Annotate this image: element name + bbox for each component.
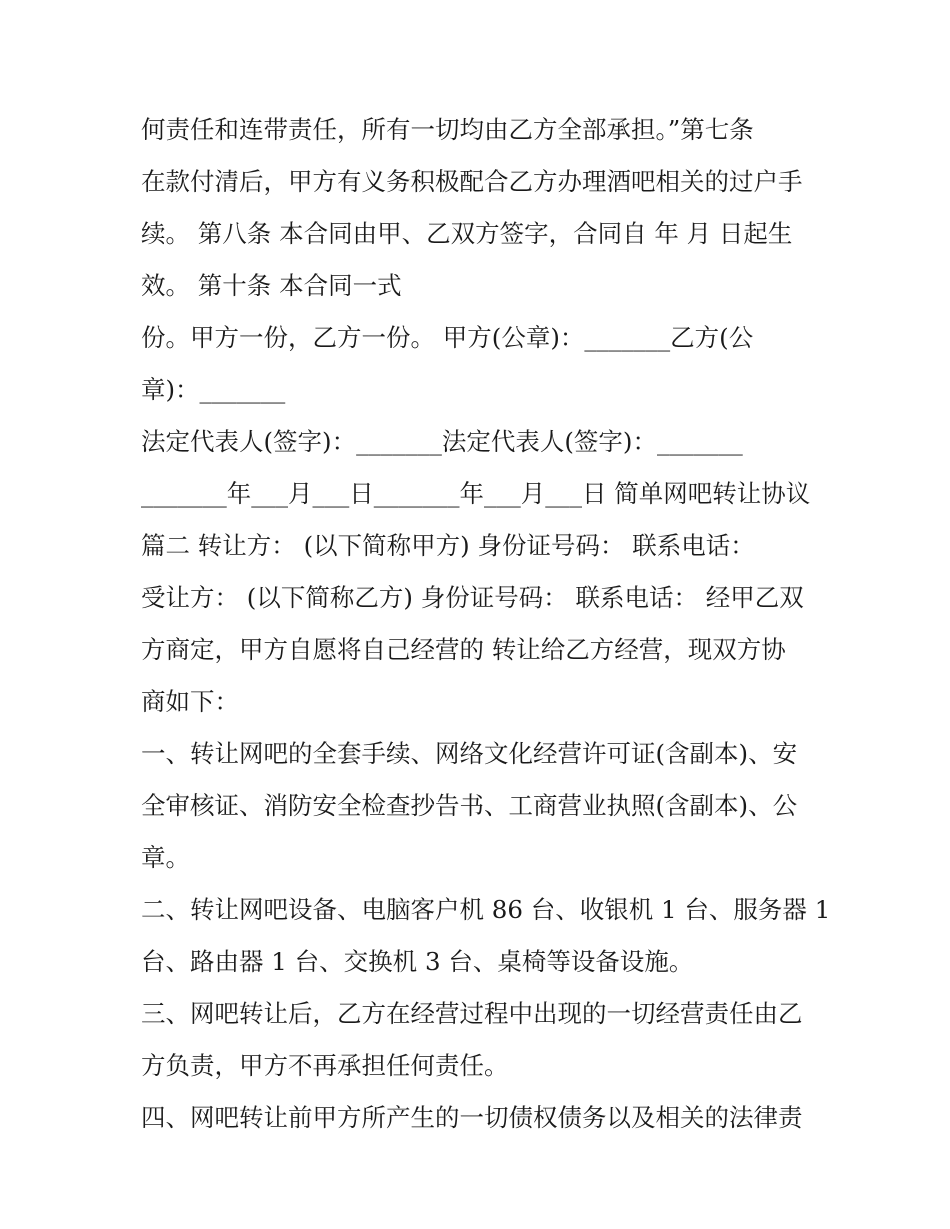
contract-text — [141, 104, 831, 1144]
text-line: 四、网吧转让前甲方所产生的一切债权债务以及相关的法律责 — [141, 1103, 803, 1132]
text-line: 篇二 转让方： (以下简称甲方) 身份证号码： 联系电话： — [141, 531, 755, 560]
text-line: 何责任和连带责任，所有一切均由乙方全部承担。”第七条 — [141, 115, 754, 144]
text-line: 二、转让网吧设备、电脑客户机 86 台、收银机 1 台、服务器 1 — [141, 895, 831, 924]
text-line: 三、网吧转让后，乙方在经营过程中出现的一切经营责任由乙 — [141, 999, 803, 1028]
text-line: 法定代表人(签字)：_______法定代表人(签字)：_______ — [141, 427, 743, 456]
text-line: 份。甲方一份，乙方一份。 甲方(公章)：_______乙方(公 — [141, 323, 754, 352]
text-line: 全审核证、消防安全检查抄告书、工商营业执照(含副本)、公 — [141, 791, 798, 820]
text-line: 一、转让网吧的全套手续、网络文化经营许可证(含副本)、安 — [141, 739, 798, 768]
text-line: 方商定，甲方自愿将自己经营的 转让给乙方经营，现双方协 — [141, 635, 786, 664]
text-line: 章)：_______ — [141, 375, 286, 404]
text-line: 方负责，甲方不再承担任何责任。 — [141, 1051, 509, 1080]
text-line: 章。 — [141, 843, 190, 872]
text-line: 受让方： (以下简称乙方) 身份证号码： 联系电话： 经甲乙双 — [141, 583, 804, 612]
text-line: 效。 第十条 本合同一式 — [141, 271, 402, 300]
text-line: 商如下： — [141, 687, 239, 716]
text-line: 台、路由器 1 台、交换机 3 台、桌椅等设备设施。 — [141, 947, 694, 976]
text-line: _______年___月___日_______年___月___日 简单网吧转让协议 — [141, 479, 811, 508]
text-line: 在款付清后，甲方有义务积极配合乙方办理酒吧相关的过户手 — [141, 167, 803, 196]
text-line: 续。 第八条 本合同由甲、乙双方签字，合同自 年 月 日起生 — [141, 219, 793, 248]
